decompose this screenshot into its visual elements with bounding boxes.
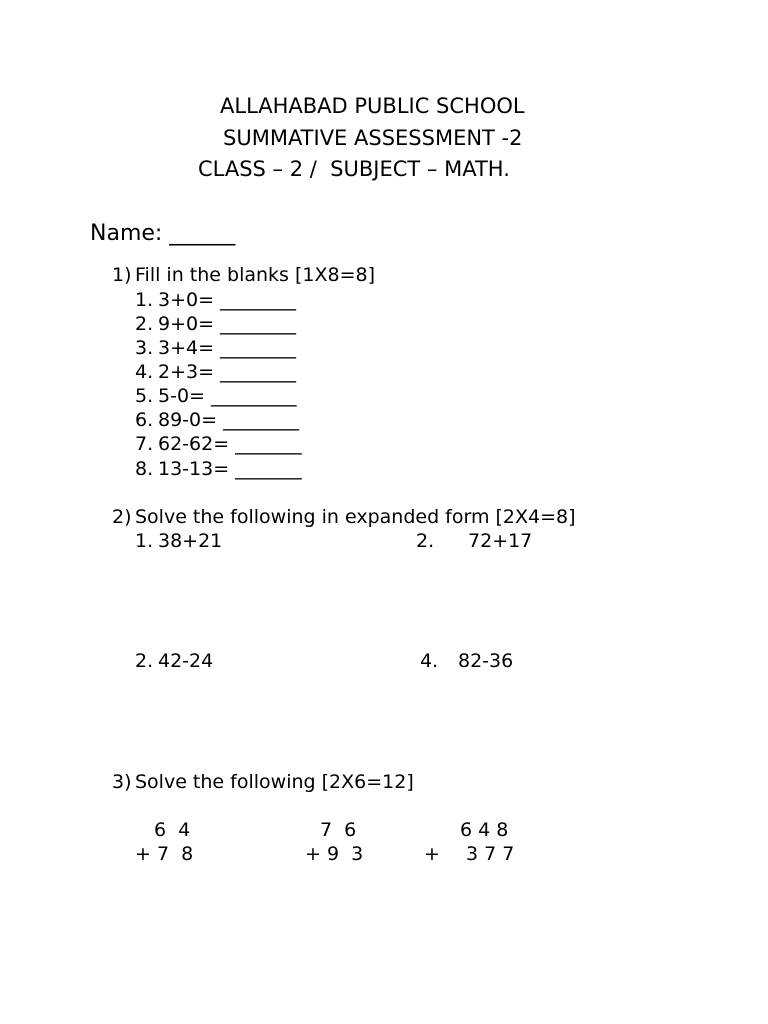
q1-item-num: 1.: [135, 289, 154, 311]
q1-item-num: 3.: [135, 337, 154, 359]
q3-title: Solve the following [2X6=12]: [135, 771, 414, 793]
q3-problem-bottom: 3 7 7: [466, 843, 515, 865]
q1-item-text: 13-13= _______: [158, 458, 302, 480]
q3-number: 3): [112, 771, 132, 793]
q1-item-text: 5-0= _________: [158, 385, 297, 407]
q1-item-text: 89-0= ________: [158, 409, 300, 431]
q2-item-num: 1.: [135, 530, 154, 552]
q1-item-num: 8.: [135, 458, 154, 480]
assessment-title: SUMMATIVE ASSESSMENT -2: [223, 126, 523, 150]
q3-problem-bottom: + 9 3: [305, 843, 364, 865]
q1-item-num: 7.: [135, 433, 154, 455]
name-label: Name: ______: [90, 221, 236, 246]
q2-item-text: 82-36: [458, 650, 514, 672]
school-name: ALLAHABAD PUBLIC SCHOOL: [220, 94, 525, 118]
q1-number: 1): [112, 264, 132, 286]
q3-problem-top: 7 6: [320, 819, 357, 841]
q1-item-text: 9+0= ________: [158, 313, 297, 335]
class-subject: CLASS – 2 / SUBJECT – MATH.: [198, 157, 510, 181]
q1-title: Fill in the blanks [1X8=8]: [135, 264, 375, 286]
q1-item-num: 6.: [135, 409, 154, 431]
q3-problem-bottom: + 7 8: [135, 843, 194, 865]
q2-item-num: 2.: [416, 530, 435, 552]
q3-problem-top: 6 4 8: [460, 819, 509, 841]
q2-item-text: 42-24: [158, 650, 214, 672]
q1-item-text: 3+4= ________: [158, 337, 297, 359]
q1-item-text: 2+3= ________: [158, 361, 297, 383]
q1-item-text: 62-62= _______: [158, 433, 302, 455]
q2-item-text: 38+21: [158, 530, 223, 552]
q1-item-num: 5.: [135, 385, 154, 407]
q1-item-num: 4.: [135, 361, 154, 383]
q2-item-text: 72+17: [468, 530, 533, 552]
q2-item-num: 4.: [420, 650, 439, 672]
q2-item-num: 2.: [135, 650, 154, 672]
q1-item-text: 3+0= ________: [158, 289, 297, 311]
q2-title: Solve the following in expanded form [2X4=8]: [135, 506, 576, 528]
q1-item-num: 2.: [135, 313, 154, 335]
q3-problem-operator: +: [424, 843, 440, 865]
q2-number: 2): [112, 506, 132, 528]
q3-problem-top: 6 4: [154, 819, 191, 841]
